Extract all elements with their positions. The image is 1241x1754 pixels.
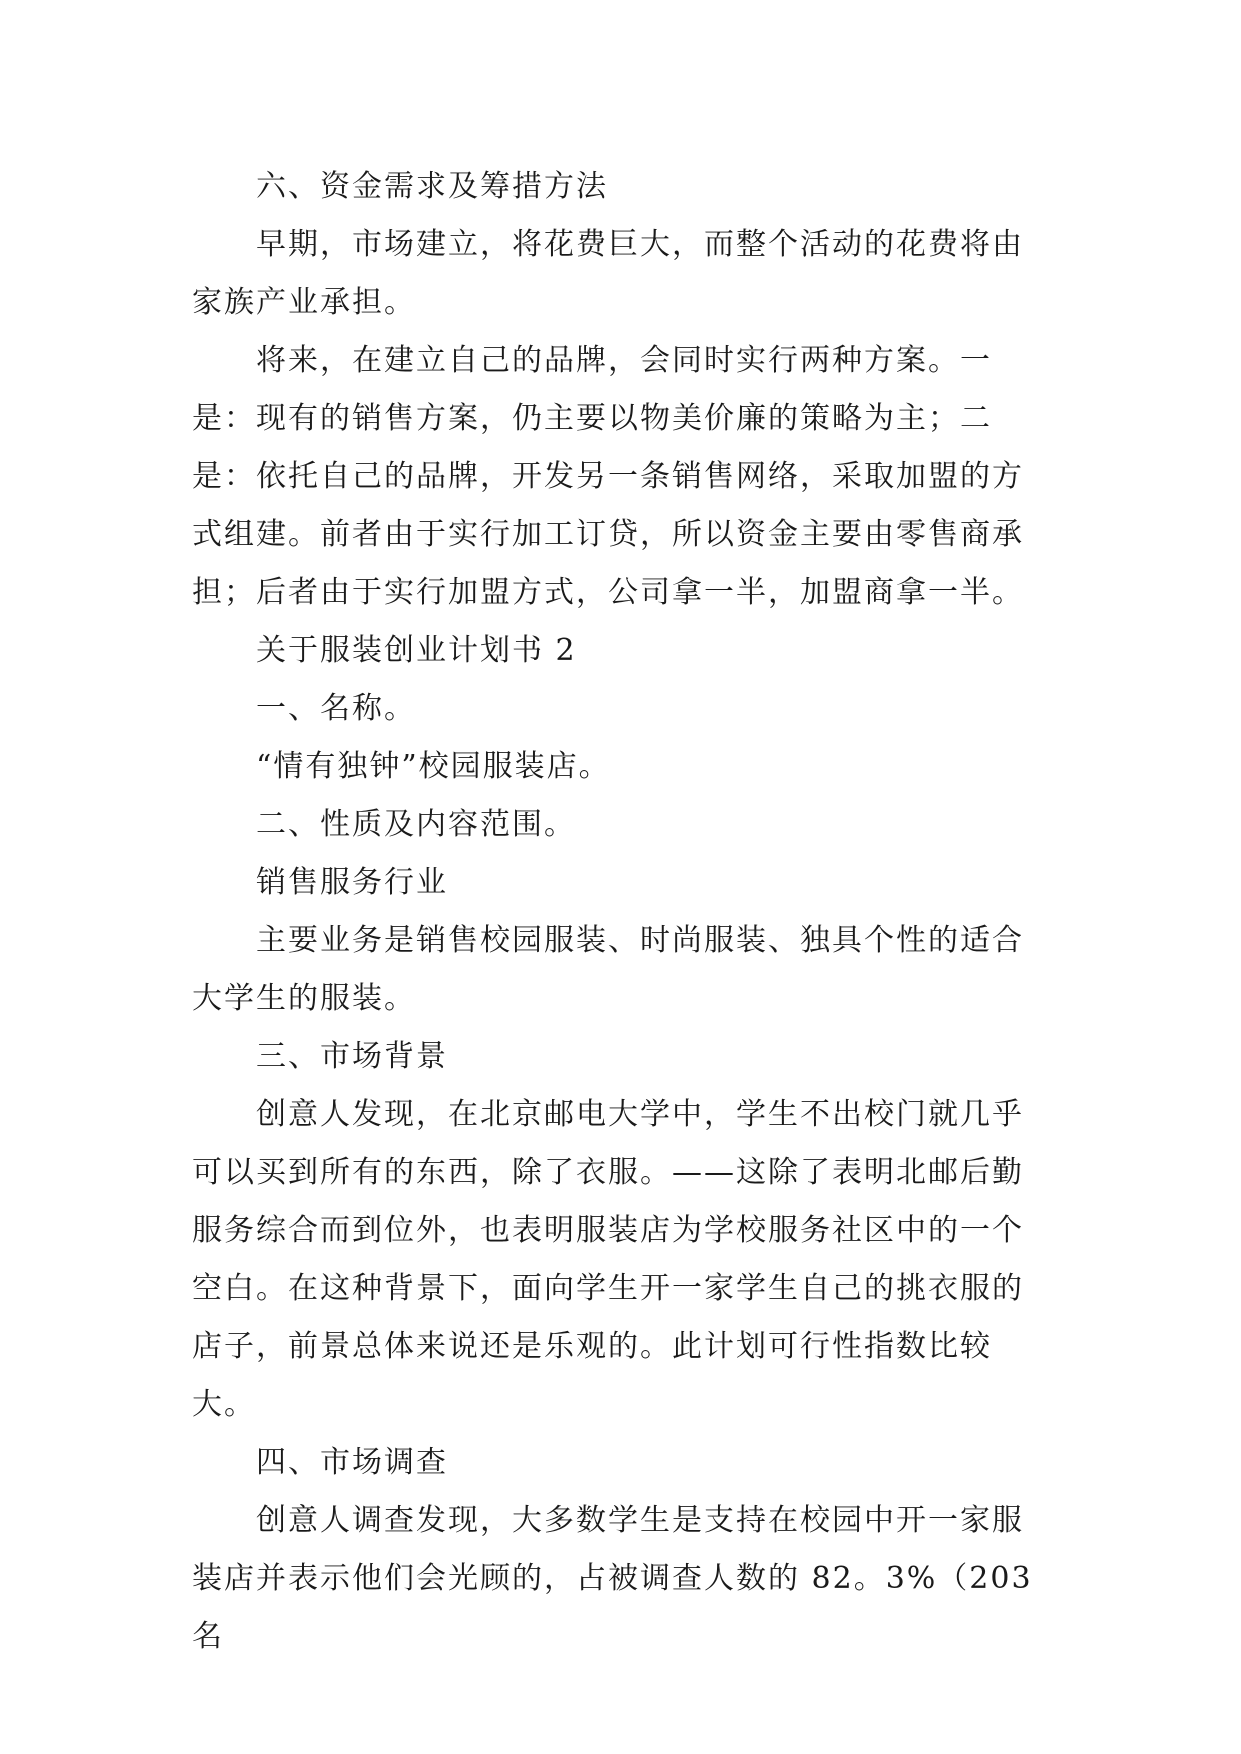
paragraph-industry: 销售服务行业 (256, 865, 448, 900)
section-heading-name: 一、名称。 (256, 691, 416, 726)
paragraph-future-plan: 将来，在建立自己的品牌，会同时实行两种方案。一是：现有的销售方案，仍主要以物美价廉的策略为主；二是：依托自己的品牌，开发另一条销售网络，采取加盟的方式组建。前者由于实行加工订贷，所以资金主要由零售商承担；后者由于实行加盟方式，公司拿一半，加盟商拿一半。 (192, 343, 1024, 610)
paragraph-store-name: “情有独钟”校园服装店。 (256, 749, 611, 784)
paragraph-survey: 创意人调查发现，大多数学生是支持在校园中开一家服装店并表示他们会光顾的，占被调查人数的 82。3%（203 名 (192, 1503, 1033, 1654)
section-heading-background: 三、市场背景 (256, 1039, 448, 1074)
paragraph-background: 创意人发现，在北京邮电大学中，学生不出校门就几乎可以买到所有的东西，除了衣服。——这除了表明北邮后勤服务综合而到位外，也表明服装店为学校服务社区中的一个空白。在这种背景下，面向学生开一家学生自己的挑衣服的店子，前景总体来说还是乐观的。此计划可行性指数比较大。 (192, 1097, 1024, 1422)
paragraph-main-business: 主要业务是销售校园服装、时尚服装、独具个性的适合大学生的服装。 (192, 923, 1024, 1016)
document-subtitle: 关于服装创业计划书 2 (256, 633, 577, 668)
section-heading-funding: 六、资金需求及筹措方法 (256, 169, 608, 204)
paragraph-early-funding: 早期，市场建立，将花费巨大，而整个活动的花费将由家族产业承担。 (192, 227, 1024, 320)
section-heading-nature: 二、性质及内容范围。 (256, 807, 576, 842)
document-body (192, 158, 1052, 1666)
section-heading-survey: 四、市场调查 (256, 1445, 448, 1480)
